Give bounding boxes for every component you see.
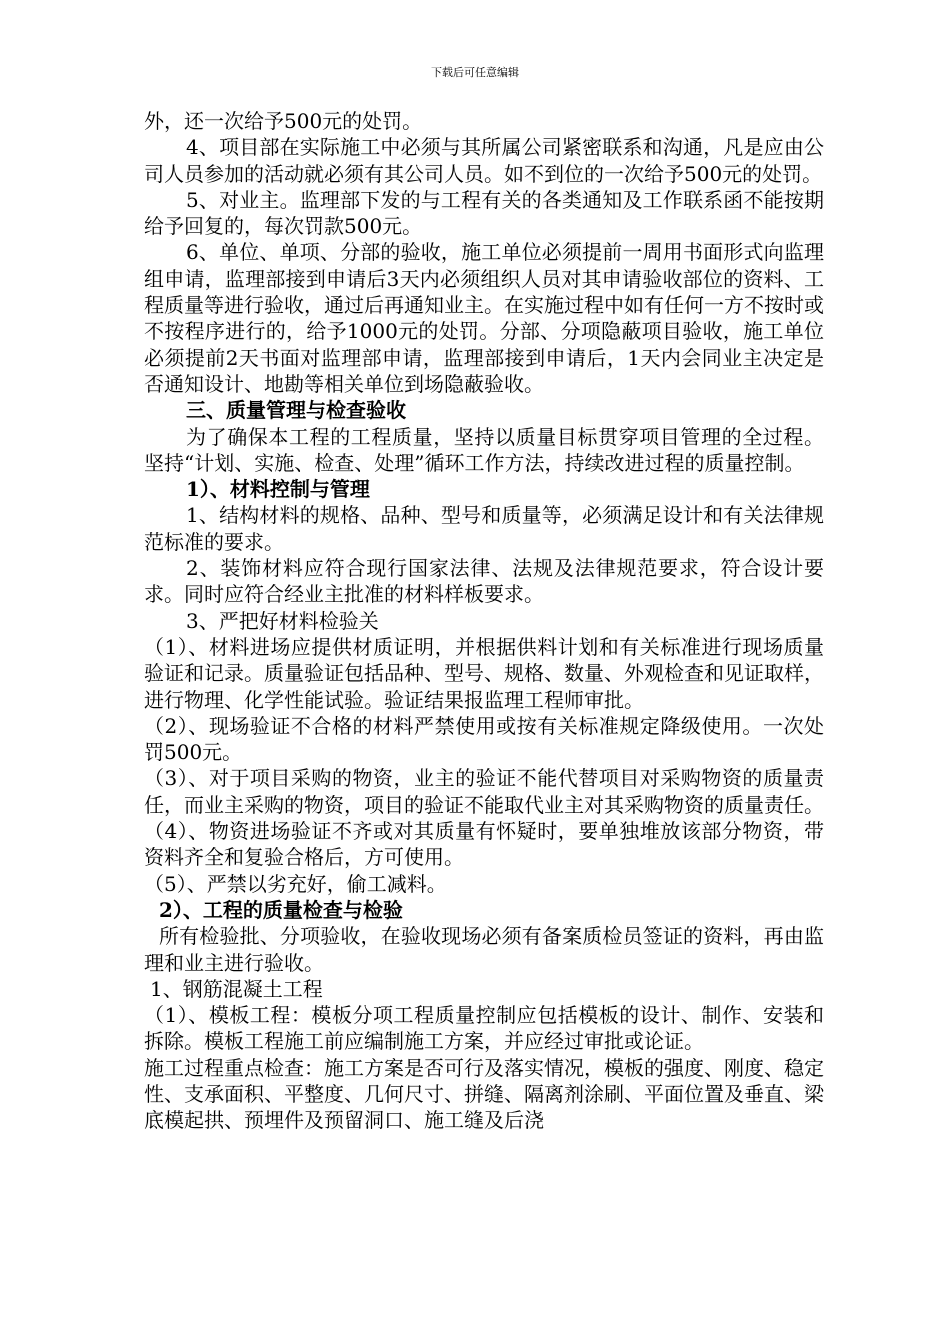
paragraph: （4）、物资进场验证不齐或对其质量有怀疑时，要单独堆放该部分物资，带资料齐全和复验合格后，方可使用。 (144, 819, 824, 870)
paragraph: 3、严把好材料检验关 (186, 608, 379, 633)
paragraph: 为了确保本工程的工程质量，坚持以质量目标贯穿项目管理的全过程。坚持“计划、实施、检查、处理”循环工作方法，持续改进过程的质量控制。 (144, 424, 824, 475)
paragraph: 外，还一次给予500元的处罚。 (144, 109, 423, 133)
paragraph: 2、装饰材料应符合现行国家法律、法规及法律规范要求，符合设计要求。同时应符合经业主批准的材料样板要求。 (144, 556, 824, 607)
paragraph: 6、单位、单项、分部的验收，施工单位必须提前一周用书面形式向监理组申请，监理部接到申请后3天内必须组织人员对其申请验收部位的资料、工程质量等进行验收，通过后再通知业主。在实施过程中如有任何一方不按时或不按程序进行的，给予1000元的处罚。分部、分项隐蔽项目验收，施工单位必须提前2天书面对监理部申请，监理部接到申请后，1天内会同业主决定是否通知设计、地勘等相关单位到场隐蔽验收。 (144, 240, 824, 396)
paragraph: （1）、模板工程：模板分项工程质量控制应包括模板的设计、制作、安装和拆除。模板工程施工前应编制施工方案，并应经过审批或论证。 (144, 1003, 824, 1054)
paragraph: 5、对业主。监理部下发的与工程有关的各类通知及工作联系函不能按期给予回复的，每次罚款500元。 (144, 187, 824, 239)
paragraph: 1、钢筋混凝土工程 (150, 976, 323, 1001)
subsection-heading: 1）、材料控制与管理 (186, 477, 370, 502)
document-body (144, 108, 824, 1134)
subsection-heading: 2）、工程的质量检查与检验 (159, 897, 403, 922)
paragraph: （5）、严禁以劣充好，偷工减料。 (144, 871, 447, 896)
paragraph: 所有检验批、分项验收，在验收现场必须有备案质检员签证的资料，再由监理和业主进行验收。 (144, 924, 824, 975)
paragraph: （2）、现场验证不合格的材料严禁使用或按有关标准规定降级使用。一次处罚500元。 (144, 713, 824, 765)
paragraph: 4、项目部在实际施工中必须与其所属公司紧密联系和沟通，凡是应由公司人员参加的活动就必须有其公司人员。如不到位的一次给予500元的处罚。 (144, 135, 824, 186)
page-header: 下载后可任意编辑 (431, 66, 519, 79)
section-heading: 三、质量管理与检查验收 (186, 398, 406, 423)
paragraph: 1、结构材料的规格、品种、型号和质量等，必须满足设计和有关法律规范标准的要求。 (144, 503, 824, 554)
paragraph: （1）、材料进场应提供材质证明，并根据供料计划和有关标准进行现场质量验证和记录。质量验证包括品种、型号、规格、数量、外观检查和见证取样，进行物理、化学性能试验。验证结果报监理工程师审批。 (144, 634, 824, 712)
paragraph: 施工过程重点检查：施工方案是否可行及落实情况，模板的强度、刚度、稳定性、支承面积、平整度、几何尺寸、拼缝、隔离剂涂刷、平面位置及垂直、梁底模起拱、预埋件及预留洞口、施工缝及后浇 (144, 1055, 824, 1133)
paragraph: （3）、对于项目采购的物资，业主的验证不能代替项目对采购物资的质量责任，而业主采购的物资，项目的验证不能取代业主对其采购物资的质量责任。 (144, 766, 824, 817)
